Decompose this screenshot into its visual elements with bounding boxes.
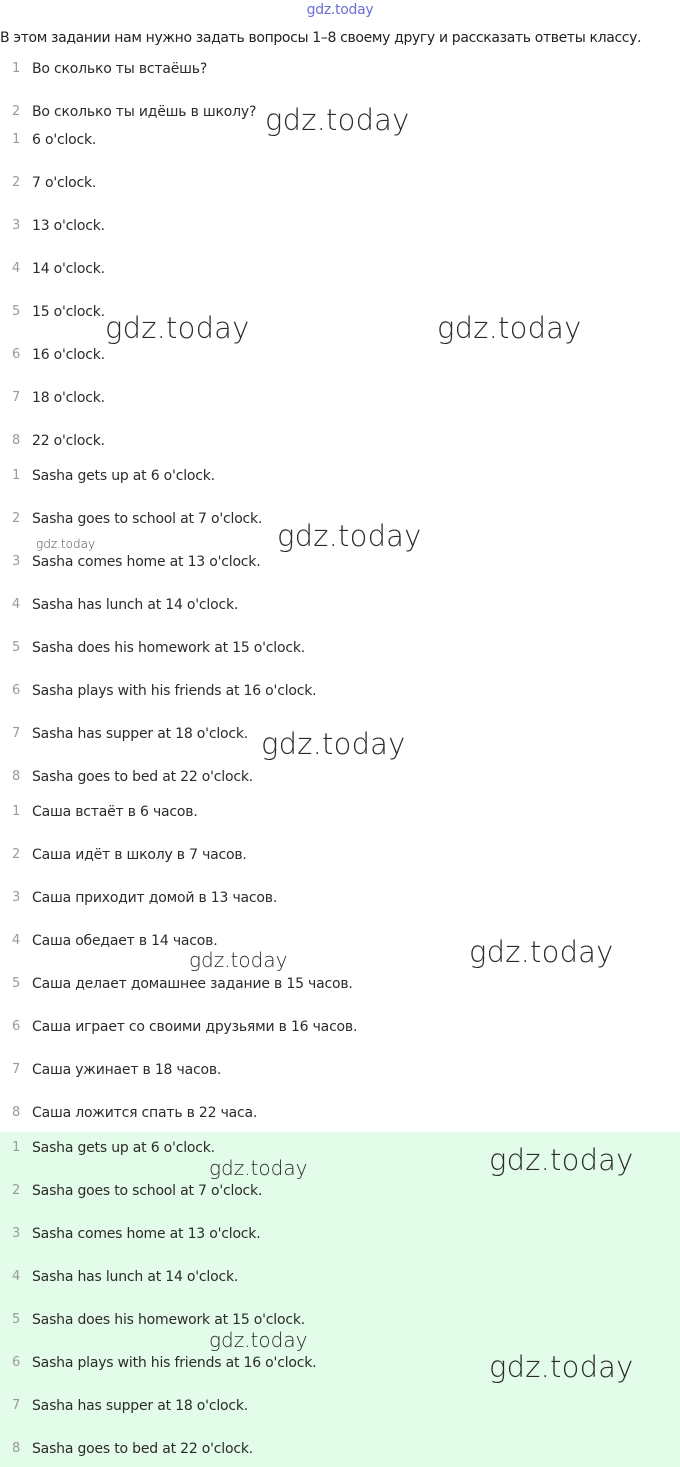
item-text: Саша встаёт в 6 часов. (32, 804, 198, 820)
watermark: gdz.today (261, 727, 406, 761)
item-text: Sasha does his homework at 15 o'clock. (32, 640, 306, 656)
item-number: 5 (12, 640, 21, 655)
item-text: Sasha comes home at 13 o'clock. (32, 554, 261, 570)
item-text: Саша приходит домой в 13 часов. (32, 890, 278, 906)
item-text: Sasha has supper at 18 o'clock. (32, 726, 249, 742)
item-text: Sasha has lunch at 14 o'clock. (32, 597, 239, 613)
item-text: 6 o'clock. (32, 132, 97, 148)
item-number: 4 (12, 261, 21, 276)
item-number: 8 (12, 769, 21, 784)
item-number: 5 (12, 976, 21, 991)
item-text: 18 o'clock. (32, 390, 105, 406)
item-number: 4 (12, 1269, 21, 1284)
item-text: Sasha has supper at 18 o'clock. (32, 1398, 249, 1414)
item-number: 5 (12, 1312, 21, 1327)
item-text: Саша ложится спать в 22 часа. (32, 1105, 258, 1121)
item-number: 3 (12, 554, 21, 569)
item-number: 1 (12, 132, 21, 147)
item-number: 7 (12, 1398, 21, 1413)
item-number: 6 (12, 1355, 21, 1370)
item-number: 7 (12, 390, 21, 405)
watermark: gdz.today (209, 1156, 308, 1180)
item-text: Саша идёт в школу в 7 часов. (32, 847, 247, 863)
item-text: Sasha goes to school at 7 o'clock. (32, 511, 263, 527)
item-text: Sasha gets up at 6 o'clock. (32, 468, 215, 484)
item-text: 7 o'clock. (32, 175, 97, 191)
watermark: gdz.today (105, 311, 250, 345)
item-text: Саша обедает в 14 часов. (32, 933, 218, 949)
item-text: Sasha goes to bed at 22 o'clock. (32, 1441, 254, 1457)
site-header-logo: gdz.today (306, 2, 374, 18)
item-text: 16 o'clock. (32, 347, 105, 363)
item-text: Во сколько ты встаёшь? (32, 61, 208, 77)
watermark: gdz.today (277, 519, 422, 553)
item-text: Sasha has lunch at 14 o'clock. (32, 1269, 239, 1285)
item-text: Sasha gets up at 6 o'clock. (32, 1140, 215, 1156)
item-number: 8 (12, 433, 21, 448)
item-text: Саша делает домашнее задание в 15 часов. (32, 976, 353, 992)
item-number: 1 (12, 1140, 21, 1155)
item-text: 14 o'clock. (32, 261, 105, 277)
item-number: 3 (12, 890, 21, 905)
item-number: 4 (12, 597, 21, 612)
item-number: 2 (12, 847, 21, 862)
item-text: 22 o'clock. (32, 433, 105, 449)
item-text: Sasha does his homework at 15 o'clock. (32, 1312, 306, 1328)
item-text: Саша ужинает в 18 часов. (32, 1062, 222, 1078)
watermark: gdz.today (209, 1328, 308, 1352)
watermark: gdz.today (189, 948, 288, 972)
item-text: 15 o'clock. (32, 304, 105, 320)
item-number: 1 (12, 468, 21, 483)
task-intro-text: В этом задании нам нужно задать вопросы 1–8 своему другу и рассказать ответы классу. (0, 30, 642, 46)
item-number: 1 (12, 804, 21, 819)
item-number: 3 (12, 1226, 21, 1241)
item-number: 3 (12, 218, 21, 233)
item-number: 2 (12, 511, 21, 526)
item-text: Sasha comes home at 13 o'clock. (32, 1226, 261, 1242)
item-number: 1 (12, 61, 21, 76)
item-number: 8 (12, 1441, 21, 1456)
item-number: 8 (12, 1105, 21, 1120)
item-number: 6 (12, 347, 21, 362)
item-number: 6 (12, 1019, 21, 1034)
item-text: Во сколько ты идёшь в школу? (32, 104, 257, 120)
item-number: 7 (12, 726, 21, 741)
watermark: gdz.today (469, 935, 614, 969)
watermark: gdz.today (36, 537, 96, 551)
item-text: Sasha goes to bed at 22 o'clock. (32, 769, 254, 785)
item-number: 5 (12, 304, 21, 319)
item-number: 6 (12, 683, 21, 698)
item-number: 4 (12, 933, 21, 948)
item-text: Sasha plays with his friends at 16 o'clock. (32, 1355, 317, 1371)
item-text: 13 o'clock. (32, 218, 105, 234)
watermark: gdz.today (489, 1350, 634, 1384)
item-number: 2 (12, 175, 21, 190)
watermark: gdz.today (437, 311, 582, 345)
item-number: 7 (12, 1062, 21, 1077)
item-text: Sasha plays with his friends at 16 o'clock. (32, 683, 317, 699)
item-number: 2 (12, 104, 21, 119)
item-text: Sasha goes to school at 7 o'clock. (32, 1183, 263, 1199)
watermark: gdz.today (489, 1143, 634, 1177)
watermark: gdz.today (265, 103, 410, 137)
item-text: Саша играет со своими друзьями в 16 часов. (32, 1019, 358, 1035)
item-number: 2 (12, 1183, 21, 1198)
